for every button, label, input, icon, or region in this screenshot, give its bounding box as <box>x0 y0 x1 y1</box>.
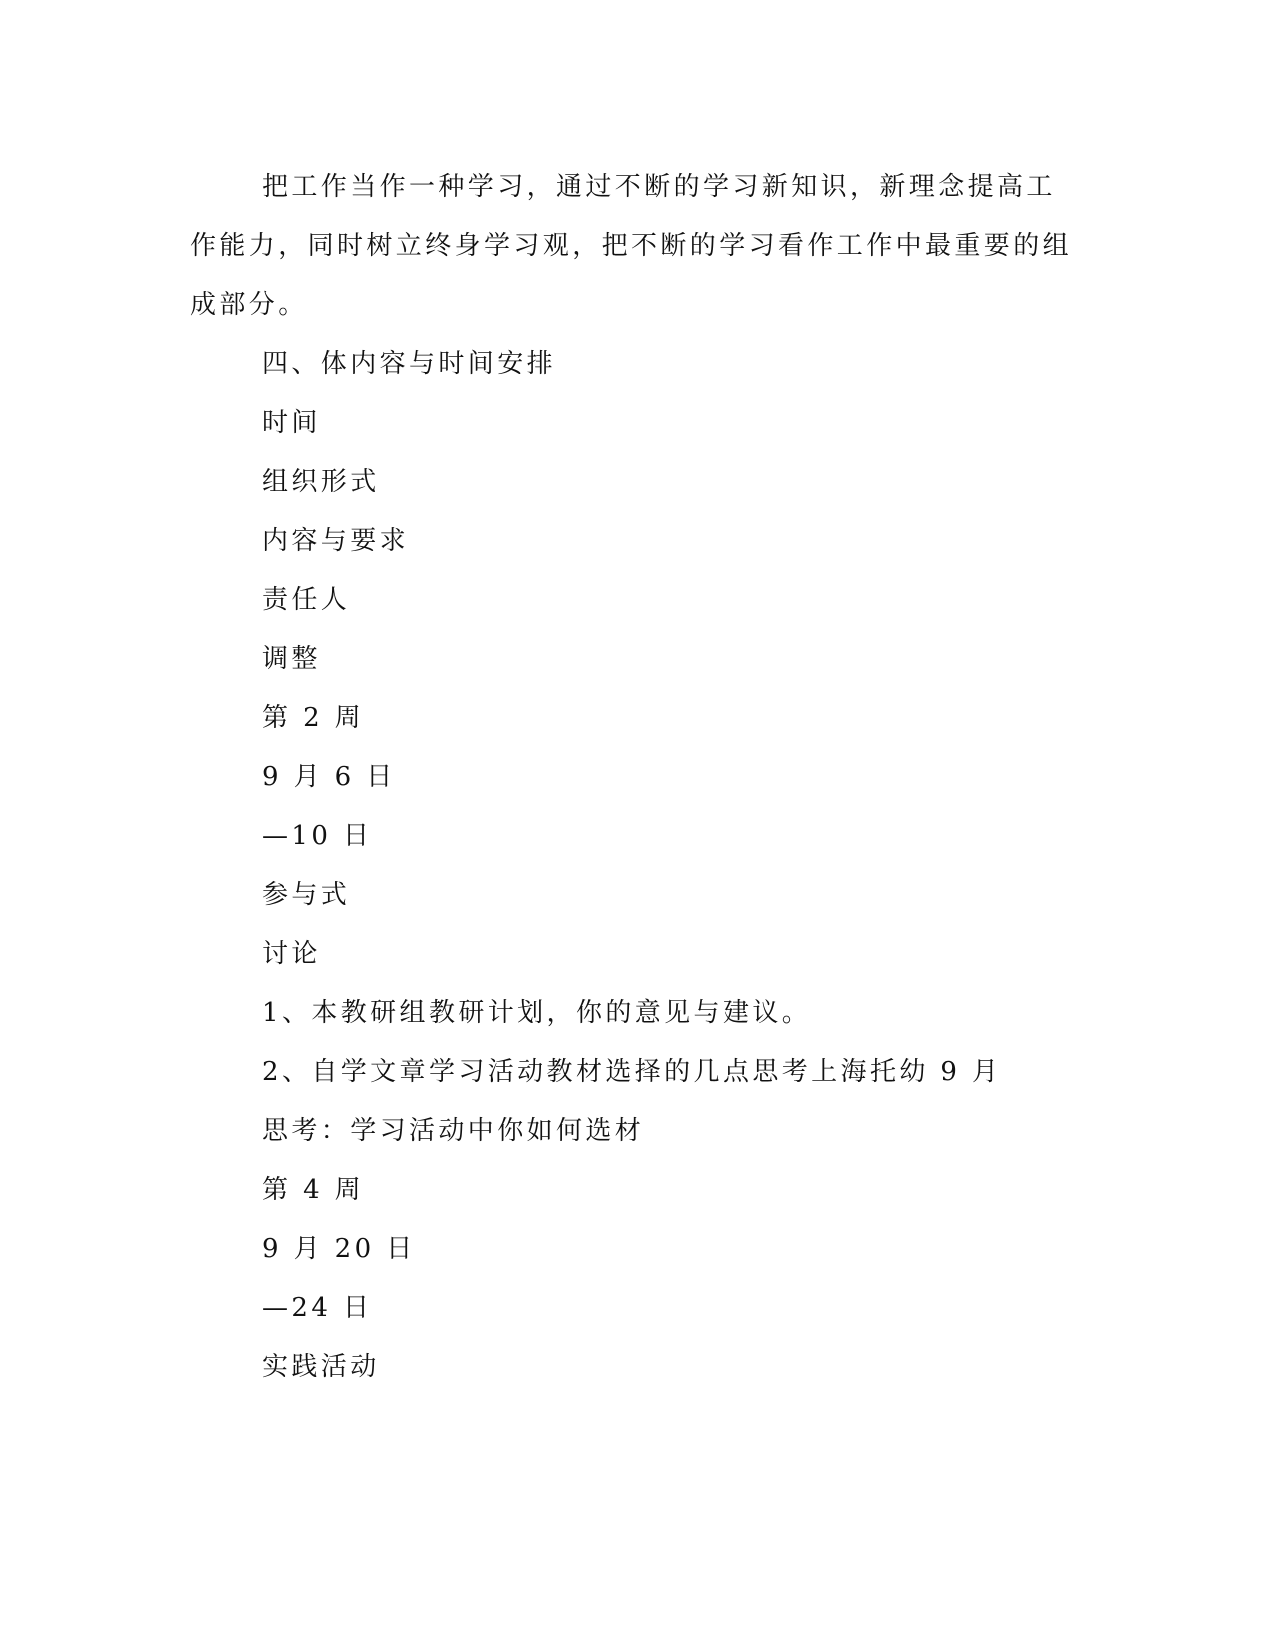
date-end: —10 日 <box>262 821 373 851</box>
week-label: 第 4 周 <box>262 1175 365 1205</box>
date-start: 9 月 6 日 <box>262 762 396 792</box>
content-item: 2、自学文章学习活动教材选择的几点思考上海托幼 9 月 <box>262 1057 1002 1087</box>
table-header-owner: 责任人 <box>262 585 351 615</box>
content-item: 1、本教研组教研计划，你的意见与建议。 <box>262 998 812 1028</box>
table-header-format: 组织形式 <box>262 467 380 497</box>
table-header-time: 时间 <box>262 408 321 438</box>
table-header-adjust: 调整 <box>262 644 321 674</box>
content-item: 思考：学习活动中你如何选材 <box>262 1116 645 1146</box>
document-body <box>190 158 1080 1397</box>
date-end: —24 日 <box>262 1293 373 1323</box>
format-value: 实践活动 <box>262 1352 380 1382</box>
section-heading: 四、体内容与时间安排 <box>262 349 557 379</box>
week-label: 第 2 周 <box>262 703 365 733</box>
format-value: 讨论 <box>262 939 321 969</box>
table-header-content: 内容与要求 <box>262 526 410 556</box>
intro-paragraph: 把工作当作一种学习，通过不断的学习新知识，新理念提高工作能力，同时树立终身学习观，把不断的学习看作工作中最重要的组成部分。 <box>190 172 1073 320</box>
format-value: 参与式 <box>262 880 351 910</box>
date-start: 9 月 20 日 <box>262 1234 416 1264</box>
